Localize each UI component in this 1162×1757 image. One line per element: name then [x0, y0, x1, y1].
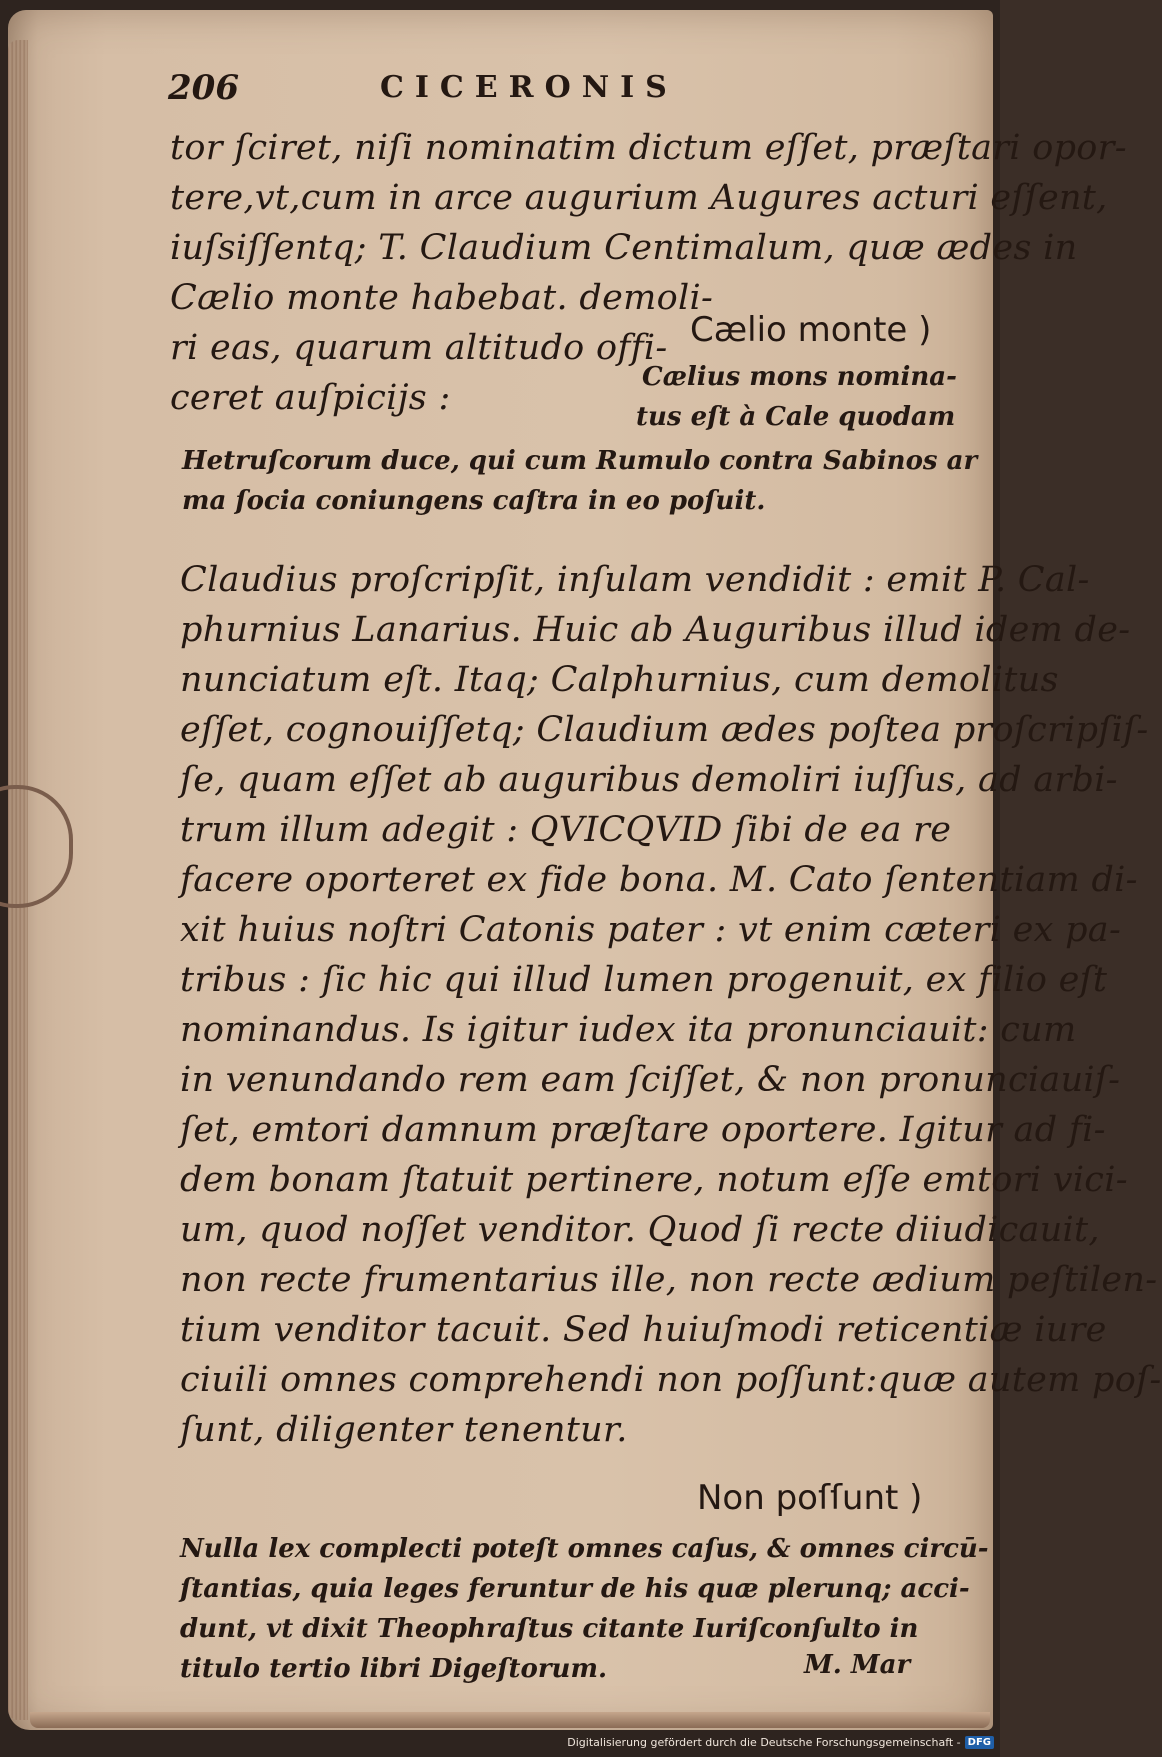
- text-line: xit huius noſtri Catonis pater : vt enim cæteri ex pa-: [180, 910, 1122, 950]
- note-line: tus eſt à Cale quodam: [636, 402, 956, 432]
- text-line: um, quod noſſet venditor. Quod ſi recte diiudicauit,: [180, 1210, 1100, 1250]
- text-line: trum illum adegit : QVICQVID ſibi de ea re: [180, 810, 952, 850]
- text-line: nominandus. Is igitur iudex ita pronunciauit: cum: [180, 1010, 1077, 1050]
- note-line: Cælius mons nomina-: [642, 362, 957, 392]
- digitization-credit: [567, 1736, 994, 1749]
- text-line: facere oporteret ex fide bona. M. Cato ſententiam di-: [180, 860, 1138, 900]
- text-line: nunciatum eſt. Itaq; Calphurnius, cum demolitus: [180, 660, 1059, 700]
- text-line: tribus : ſic hic qui illud lumen progenuit, ex filio eſt: [180, 960, 1108, 1000]
- text-line: tium venditor tacuit. Sed huiuſmodi reticentiæ iure: [180, 1310, 1107, 1350]
- text-line: tere,vt,cum in arce augurium Augures acturi eſſent,: [170, 178, 1108, 218]
- catchword: M. Mar: [804, 1650, 911, 1680]
- text-line: Claudius proſcripſit, inſulam vendidit : emit P. Cal-: [180, 560, 1090, 600]
- text-line: ciuili omnes comprehendi non poſſunt:quæ autem poſ-: [180, 1360, 1162, 1400]
- text-line: Cælio monte habebat. demoli-: [170, 278, 714, 318]
- text-line: tor ſciret, niſi nominatim dictum eſſet, præſtari opor-: [170, 128, 1127, 168]
- text-line: ceret auſpicijs :: [170, 378, 451, 418]
- page-number: 206: [168, 68, 239, 108]
- note-line: ſtantias, quia leges feruntur de his quæ plerunq; acci-: [180, 1574, 970, 1604]
- note-line: dunt, vt dixit Theophraſtus citante Iuriſconſulto in: [180, 1614, 919, 1644]
- credit-text: Digitalisierung gefördert durch die Deutsche Forschungsgemeinschaft -: [567, 1736, 961, 1749]
- text-line: ri eas, quarum altitudo offi-: [170, 328, 668, 368]
- text-line: non recte frumentarius ille, non recte ædium peſtilen-: [180, 1260, 1158, 1300]
- text-line: iuſsiſſentq; T. Claudium Centimalum, quæ ædes in: [170, 228, 1078, 268]
- running-title: CICERONIS: [380, 70, 678, 105]
- marginal-lemma: Cælio monte ): [690, 310, 932, 350]
- note-line: titulo tertio libri Digeſtorum.: [180, 1654, 608, 1684]
- text-line: in venundando rem eam ſciſſet, & non pronunciauiſ-: [180, 1060, 1121, 1100]
- text-line: eſſet, cognouiſſetq; Claudium ædes poſtea proſcripſiſ-: [180, 710, 1149, 750]
- marginal-lemma: Non poſſunt ): [697, 1478, 923, 1518]
- text-line: ſunt, diligenter tenentur.: [180, 1410, 628, 1450]
- text-line: dem bonam ſtatuit pertinere, notum eſſe emtori vici-: [180, 1160, 1128, 1200]
- note-line: ma ſocia coniungens caſtra in eo poſuit.: [182, 486, 766, 516]
- text-line: ſet, emtori damnum præſtare oportere. Igitur ad fi-: [180, 1110, 1106, 1150]
- note-line: Hetruſcorum duce, qui cum Rumulo contra Sabinos ar: [182, 446, 978, 476]
- note-line: Nulla lex complecti poteſt omnes caſus, & omnes circū-: [180, 1534, 989, 1564]
- dfg-logo: DFG: [965, 1736, 994, 1749]
- text-line: phurnius Lanarius. Huic ab Auguribus illud idem de-: [180, 610, 1131, 650]
- text-line: ſe, quam eſſet ab auguribus demoliri iuſſus, ad arbi-: [180, 760, 1118, 800]
